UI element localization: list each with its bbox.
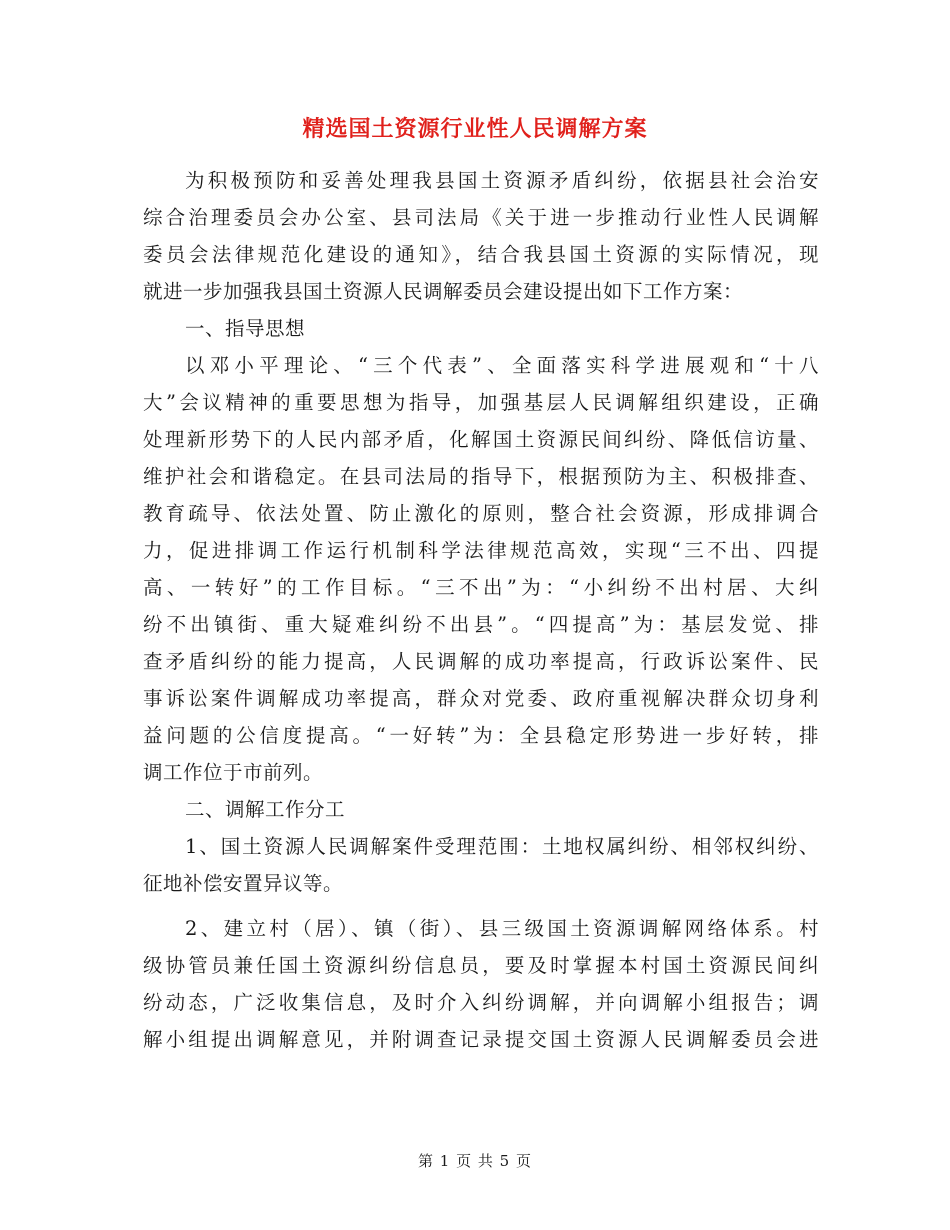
- text-line: 力，促进排调工作运行机制科学法律规范高效，实现“三不出、四提: [143, 539, 819, 562]
- text-line: 1、国土资源人民调解案件受理范围：土地权属纠纷、相邻权纠纷、: [185, 835, 819, 858]
- text-line: 大”会议精神的重要思想为指导，加强基层人民调解组织建设，正确: [143, 391, 819, 414]
- text-line: 征地补偿安置异议等。: [143, 872, 344, 895]
- text-line: 教育疏导、依法处置、防止激化的原则，整合社会资源，形成排调合: [143, 502, 819, 525]
- text-line: 调工作位于市前列。: [143, 761, 324, 784]
- text-line: 纷动态，广泛收集信息，及时介入纠纷调解，并向调解小组报告；调: [143, 991, 819, 1014]
- text-line: 综合治理委员会办公室、县司法局《关于进一步推动行业性人民调解: [143, 206, 819, 229]
- text-line: 以邓小平理论、“三个代表”、全面落实科学进展观和“十八: [185, 354, 819, 377]
- section-heading: 二、调解工作分工: [185, 798, 346, 821]
- document-title: 精选国土资源行业性人民调解方案: [302, 116, 648, 142]
- text-line: 查矛盾纠纷的能力提高，人民调解的成功率提高，行政诉讼案件、民: [143, 650, 819, 673]
- text-line: 益问题的公信度提高。“一好转”为：全县稳定形势进一步好转，排: [143, 724, 819, 747]
- text-line: 维护社会和谐稳定。在县司法局的指导下，根据预防为主、积极排查、: [143, 465, 819, 488]
- text-line: 级协管员兼任国土资源纠纷信息员，要及时掌握本村国土资源民间纠: [143, 954, 819, 977]
- page-number: 第 1 页 共 5 页: [418, 1152, 532, 1170]
- text-line: 纷不出镇街、重大疑难纠纷不出县”。“四提高”为：基层发觉、排: [143, 613, 819, 636]
- paragraph-gap: [143, 902, 819, 910]
- text-line: 为积极预防和妥善处理我县国土资源矛盾纠纷，依据县社会治安: [185, 169, 819, 192]
- text-line: 高、一转好”的工作目标。“三不出”为：“小纠纷不出村居、大纠: [143, 576, 819, 599]
- text-line: 事诉讼案件调解成功率提高，群众对党委、政府重视解决群众切身利: [143, 687, 819, 710]
- text-line: 2、建立村（居）、镇（街）、县三级国土资源调解网络体系。村: [185, 917, 819, 940]
- text-line: 解小组提出调解意见，并附调查记录提交国土资源人民调解委员会进: [143, 1028, 819, 1051]
- document-body: [143, 162, 819, 1058]
- text-line: 处理新形势下的人民内部矛盾，化解国土资源民间纠纷、降低信访量、: [143, 428, 819, 451]
- text-line: 就进一步加强我县国土资源人民调解委员会建设提出如下工作方案：: [143, 280, 744, 303]
- section-heading: 一、指导思想: [185, 317, 306, 340]
- text-line: 委员会法律规范化建设的通知》，结合我县国土资源的实际情况，现: [143, 243, 819, 266]
